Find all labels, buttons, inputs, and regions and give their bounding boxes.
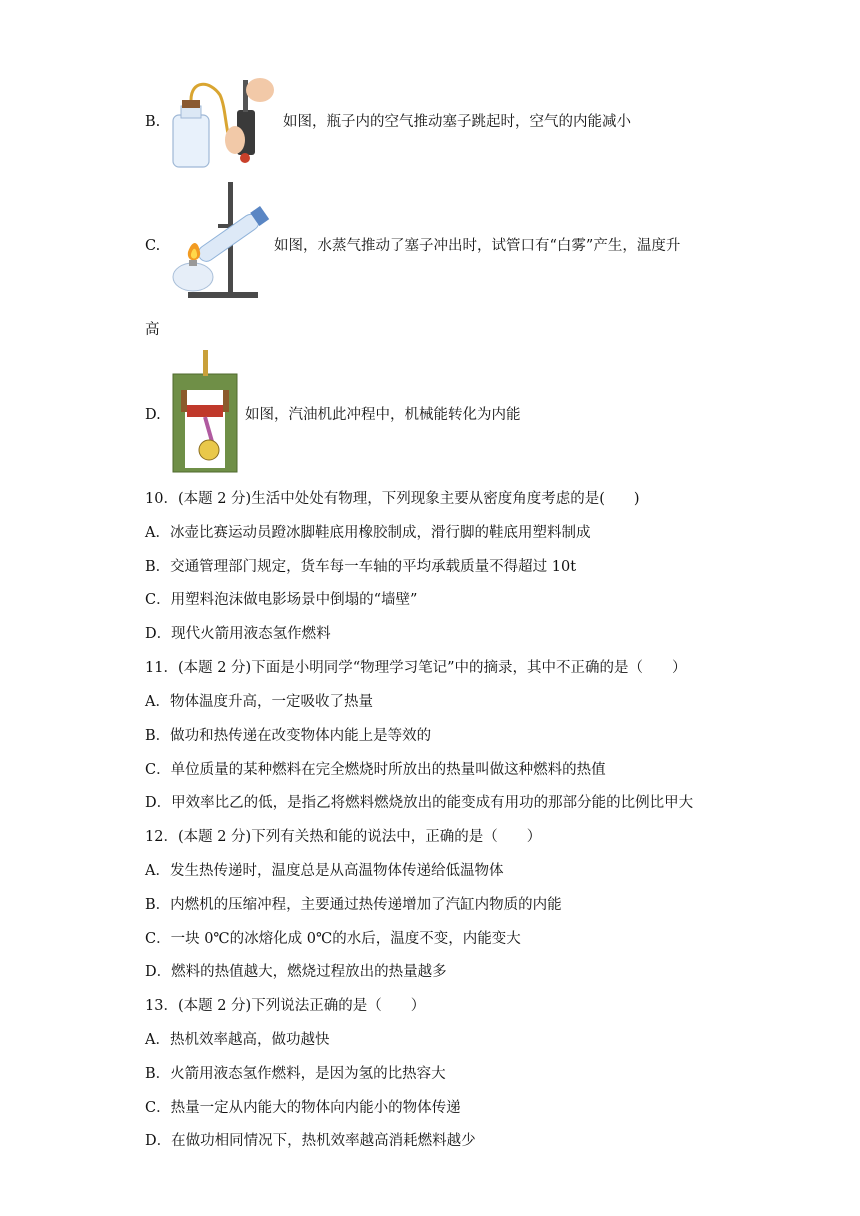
- q13-option-a: A．热机效率越高，做功越快: [145, 1032, 330, 1048]
- q13-option-b: B．火箭用液态氢作燃料，是因为氢的比热容大: [145, 1066, 446, 1082]
- engine-stroke-figure: [165, 350, 245, 475]
- q9-option-b-text: 如图，瓶子内的空气推动塞子跳起时，空气的内能减小: [283, 114, 631, 130]
- q13-option-d: D．在做功相同情况下，热机效率越高消耗燃料越少: [145, 1133, 476, 1149]
- q9-option-b-label: B.: [145, 114, 161, 130]
- q10-option-b: B．交通管理部门规定，货车每一车轴的平均承载质量不得超过 10t: [145, 559, 577, 575]
- q9-option-c-text: 如图，水蒸气推动了塞子冲出时，试管口有“白雾”产生，温度升: [274, 238, 681, 254]
- q12-option-d: D．燃料的热值越大，燃烧过程放出的热量越多: [145, 964, 447, 980]
- q11-stem: 11．(本题 2 分)下面是小明同学“物理学习笔记”中的摘录，其中不正确的是（ ）: [145, 660, 687, 676]
- q11-option-b: B．做功和热传递在改变物体内能上是等效的: [145, 728, 432, 744]
- q11-option-a: A．物体温度升高，一定吸收了热量: [145, 694, 373, 710]
- q10-stem: 10．(本题 2 分)生活中处处有物理，下列现象主要从密度角度考虑的是( ): [145, 491, 640, 507]
- q10-option-d: D．现代火箭用液态氢作燃料: [145, 626, 331, 642]
- q10-option-a: A．冰壶比赛运动员蹬冰脚鞋底用橡胶制成，滑行脚的鞋底用塑料制成: [145, 525, 591, 541]
- q9-option-d-label: D.: [145, 407, 161, 423]
- q12-option-b: B．内燃机的压缩冲程，主要通过热传递增加了汽缸内物质的内能: [145, 897, 562, 913]
- q12-option-a: A．发生热传递时，温度总是从高温物体传递给低温物体: [145, 863, 504, 879]
- q12-option-c: C．一块 0℃的冰熔化成 0℃的水后，温度不变，内能变大: [145, 931, 521, 947]
- air-pump-bottle-figure: [165, 70, 280, 175]
- test-tube-burner-figure: [168, 182, 278, 304]
- q11-option-c: C．单位质量的某种燃料在完全燃烧时所放出的热量叫做这种燃料的热值: [145, 762, 606, 778]
- q11-option-d: D．甲效率比乙的低，是指乙将燃料燃烧放出的能变成有用功的那部分能的比例比甲大: [145, 795, 694, 811]
- q9-option-c-text-continued: 高: [145, 322, 160, 338]
- q13-stem: 13．(本题 2 分)下列说法正确的是（ ）: [145, 998, 426, 1014]
- q9-option-d-text: 如图，汽油机此冲程中，机械能转化为内能: [245, 407, 521, 423]
- q13-option-c: C．热量一定从内能大的物体向内能小的物体传递: [145, 1100, 461, 1116]
- q9-option-c-label: C.: [145, 238, 161, 254]
- q12-stem: 12．(本题 2 分)下列有关热和能的说法中，正确的是（ ）: [145, 829, 542, 845]
- q10-option-c: C．用塑料泡沫做电影场景中倒塌的“墙壁”: [145, 592, 418, 608]
